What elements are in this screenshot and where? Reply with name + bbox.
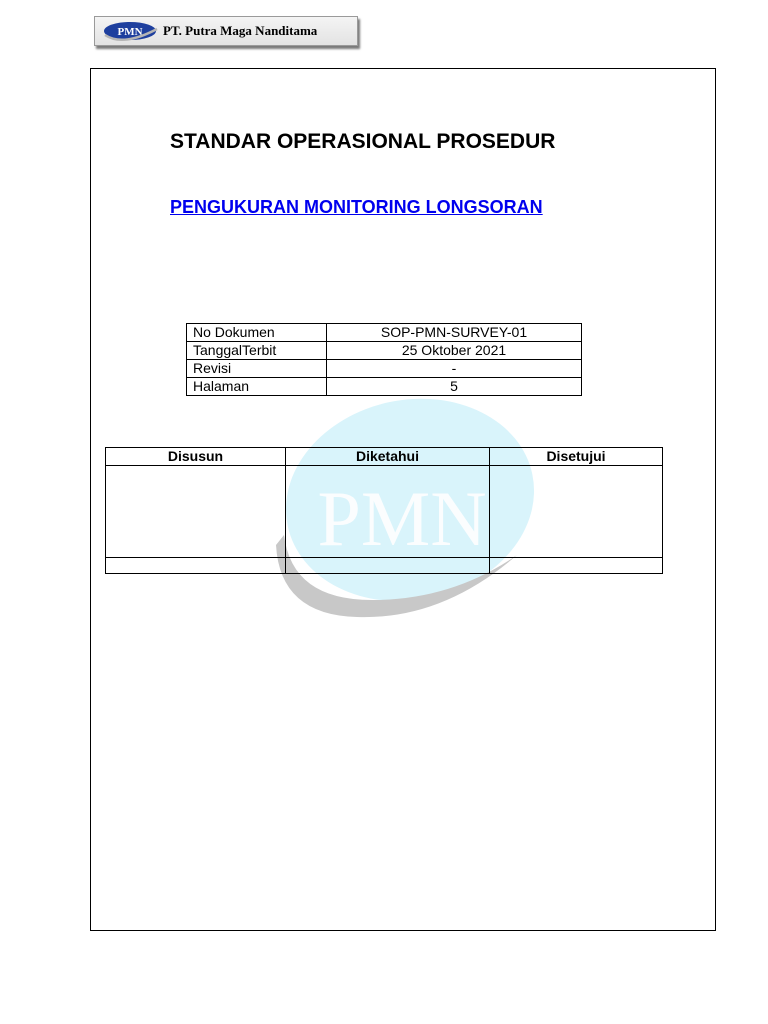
name-cell-prepared <box>106 558 286 574</box>
signature-cell-prepared <box>106 466 286 558</box>
name-row <box>106 558 663 574</box>
info-label: No Dokumen <box>187 324 327 342</box>
svg-text:PMN: PMN <box>317 475 487 562</box>
info-label: TanggalTerbit <box>187 342 327 360</box>
signature-row <box>106 466 663 558</box>
document-subtitle: PENGUKURAN MONITORING LONGSORAN <box>170 197 543 217</box>
signature-cell-acknowledged <box>286 466 490 558</box>
info-label: Revisi <box>187 360 327 378</box>
info-value: 25 Oktober 2021 <box>327 342 582 360</box>
info-label: Halaman <box>187 378 327 396</box>
header-prepared-by: Disusun <box>106 448 286 466</box>
header-approved-by: Disetujui <box>490 448 663 466</box>
info-row-revision <box>187 360 582 378</box>
approval-header-row <box>106 448 663 466</box>
info-value: SOP-PMN-SURVEY-01 <box>327 324 582 342</box>
info-value: 5 <box>327 378 582 396</box>
approval-table <box>105 447 663 574</box>
info-row-page <box>187 378 582 396</box>
info-row-issue-date <box>187 342 582 360</box>
header-acknowledged-by: Diketahui <box>286 448 490 466</box>
info-row-document-number <box>187 324 582 342</box>
document-info-table <box>186 323 582 396</box>
signature-cell-approved <box>490 466 663 558</box>
company-name: PT. Putra Maga Nanditama <box>163 23 318 38</box>
info-value: - <box>327 360 582 378</box>
pmn-logo-icon <box>103 17 159 45</box>
name-cell-approved <box>490 558 663 574</box>
name-cell-acknowledged <box>286 558 490 574</box>
document-title: STANDAR OPERASIONAL PROSEDUR <box>170 130 556 153</box>
company-logo-banner <box>94 16 358 46</box>
svg-text:PMN: PMN <box>117 26 143 38</box>
